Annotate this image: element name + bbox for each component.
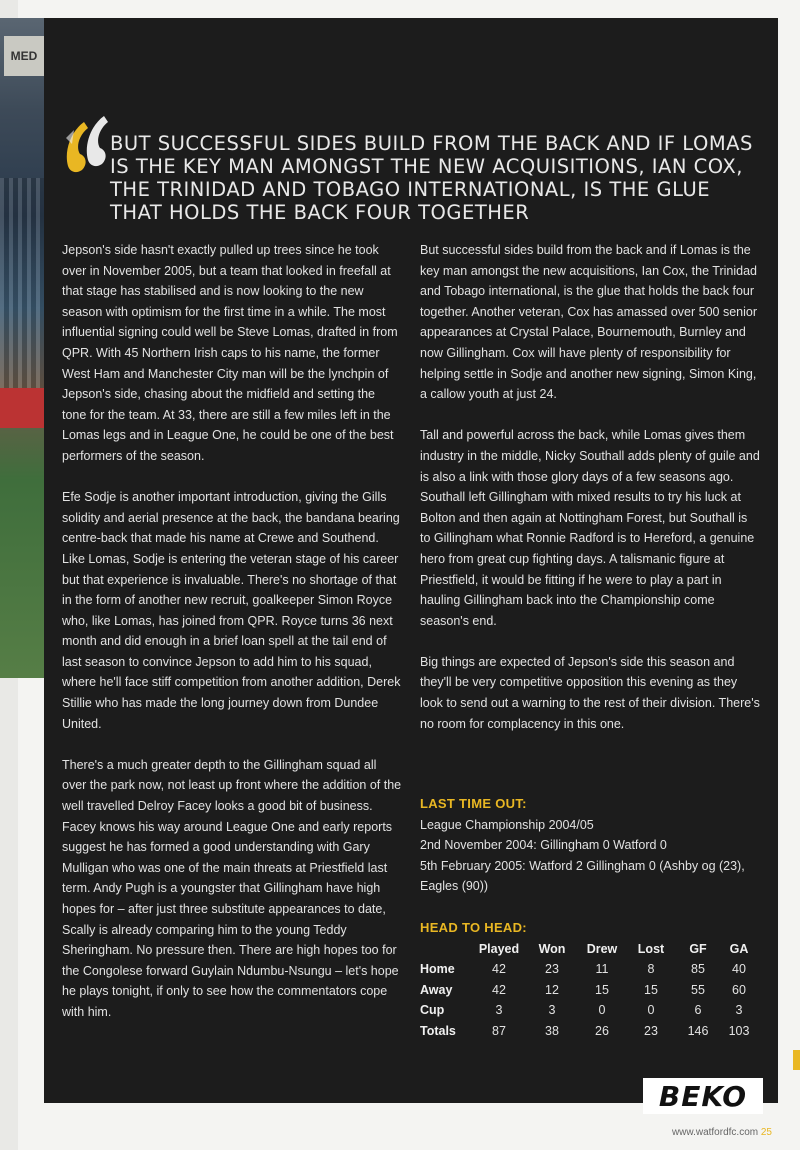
row-label: Totals bbox=[420, 1023, 456, 1038]
table-cell: 6 bbox=[694, 1003, 702, 1018]
article-right-column bbox=[420, 240, 760, 755]
table-cell: 0 bbox=[647, 1003, 655, 1018]
last-time-out-heading: LAST TIME OUT: bbox=[420, 796, 527, 811]
table-cell: 55 bbox=[691, 982, 705, 997]
table-cell: 26 bbox=[595, 1023, 609, 1038]
article-paragraph: But successful sides build from the back and if Lomas is the key man amongst the new acquisitions, Ian Cox, the Trinidad and Tobago international, is the glue that holds the back four together. Another veteran, Cox has amassed over 500 senior appearances at Crystal Palace, Bournemouth, Burnley and now Gillingham. Cox will have plenty of responsibility for helping settle in Sodje and another new signing, Simon King, a callow youth at just 24. bbox=[420, 243, 758, 402]
table-cell: 85 bbox=[691, 962, 705, 977]
stadium-sign: MED bbox=[4, 36, 44, 76]
table-header-cell: Lost bbox=[637, 941, 665, 956]
table-header-row bbox=[420, 938, 756, 959]
footer-url[interactable]: www.watfordfc.com bbox=[671, 1127, 759, 1138]
table-header-cell: Drew bbox=[586, 941, 618, 956]
open-quote-mark-icon bbox=[62, 108, 110, 184]
head-to-head-box bbox=[420, 918, 760, 1041]
table-cell: 12 bbox=[545, 982, 559, 997]
table-cell: 42 bbox=[492, 962, 506, 977]
table-cell: 42 bbox=[492, 982, 506, 997]
table-cell: 146 bbox=[687, 1023, 709, 1038]
yellow-page-tab bbox=[793, 1050, 800, 1070]
table-header-cell: GA bbox=[729, 941, 749, 956]
table-cell: 0 bbox=[598, 1003, 606, 1018]
table-row bbox=[420, 1021, 756, 1042]
table-header-cell: Played bbox=[478, 941, 520, 956]
row-label: Away bbox=[420, 982, 453, 997]
table-row bbox=[420, 980, 756, 1001]
table-cell: 3 bbox=[735, 1003, 743, 1018]
article-paragraph: Big things are expected of Jepson's side this season and they'll be very competitive opposition this evening as they look to send out a warning to the rest of their division. There's no room for complacency in this one. bbox=[420, 654, 760, 731]
table-header-cell: Won bbox=[538, 941, 566, 956]
article-left-column bbox=[62, 240, 402, 1043]
table-row bbox=[420, 959, 756, 980]
last-time-out-line: 2nd November 2004: Gillingham 0 Watford 0 bbox=[420, 838, 667, 853]
table-row bbox=[420, 1000, 756, 1021]
table-cell: 60 bbox=[732, 982, 746, 997]
last-time-out-line: 5th February 2005: Watford 2 Gillingham 0 (Ashby og (23), Eagles (90)) bbox=[420, 858, 745, 894]
article-paragraph: Efe Sodje is another important introduction, giving the Gills solidity and aerial presence at the back, the bandana bearing centre-back that made his name at Crewe and Southend. Like Lomas, Sodje is entering the veteran stage of his career but that experience is invaluable. There's no shortage of that in the form of another new recruit, goalkeeper Simon Royce who, like Lomas, has joined from QPR. Royce turns 36 next month and did enough in a brief loan spell at the tail end of last season to convince Jepson to add him to his squad, where he'll face stiff competition from another addition, Derek Stillie who has made the long journey down from Dundee United. bbox=[62, 490, 401, 731]
table-cell: 8 bbox=[647, 962, 655, 977]
table-cell: 38 bbox=[545, 1023, 559, 1038]
last-time-out-box bbox=[420, 794, 760, 897]
table-header-cell: GF bbox=[689, 941, 707, 956]
table-cell: 23 bbox=[545, 962, 559, 977]
table-cell: 87 bbox=[492, 1023, 506, 1038]
table-cell: 23 bbox=[644, 1023, 658, 1038]
article-paragraph: There's a much greater depth to the Gillingham squad all over the park now, not least up front where the addition of the well travelled Delroy Facey looks a good bit of business. Facey knows his way around League One and early reports suggest he has formed a good understanding with Gary Mulligan who was one of the main threats at Priestfield last term. Andy Pugh is a youngster that Gillingham have high hopes for – after just three substitute appearances to date, Scally is already comparing him to the young Teddy Sheringham. No pressure then. There are high hopes too for the Congolese forward Guylain Ndumbu-Nsungu – let's hope he plays tonight, if only to see how the commentators cope with him. bbox=[62, 757, 402, 1019]
last-time-out-line: League Championship 2004/05 bbox=[420, 817, 594, 832]
table-cell: 3 bbox=[548, 1003, 556, 1018]
article-paragraph: Tall and powerful across the back, while Lomas gives them industry in the middle, Nicky Southall adds plenty of guile and is also a link with those glory days of a few seasons ago. Southall left Gillingham with mixed results to try his luck at Bolton and then again at Nottingham Forest, but Southall is to Gillingham what Ronnie Radford is to Hereford, a genuine hero from great cup fighting days. A talismanic figure at Priestfield, it would be fitting if he were to play a part in hauling Gillingham back into the Championship come season's end. bbox=[420, 428, 760, 628]
head-to-head-heading: HEAD TO HEAD: bbox=[420, 920, 527, 935]
article-paragraph: Jepson's side hasn't exactly pulled up trees since he took over in November 2005, but a team that looked in freefall at that stage has stabilised and is now looking to the new season with optimism for the first time in a while. The most influential signing could well be Steve Lomas, drafted in from QPR. With 45 Northern Irish caps to his name, the former West Ham and Manchester City man will be the lynchpin of Jepson's side, chasing about the midfield and setting the tone for the team. At 33, there are still a few miles left in the Lomas legs and in League One, he could be one of the best performers of the season. bbox=[62, 243, 398, 463]
sponsor-logo-text: BEKO bbox=[658, 1079, 748, 1113]
page-footer bbox=[672, 1127, 772, 1138]
table-cell: 11 bbox=[595, 962, 609, 977]
table-cell: 40 bbox=[732, 962, 746, 977]
head-to-head-table bbox=[420, 938, 756, 1041]
table-cell: 3 bbox=[495, 1003, 503, 1018]
table-cell: 15 bbox=[644, 982, 658, 997]
page-number: 25 bbox=[760, 1127, 772, 1138]
row-label: Home bbox=[420, 962, 455, 977]
table-cell: 103 bbox=[728, 1023, 750, 1038]
sponsor-logo bbox=[643, 1078, 763, 1114]
table-cell: 15 bbox=[595, 982, 609, 997]
table-header-cell bbox=[420, 938, 470, 959]
row-label: Cup bbox=[420, 1003, 445, 1018]
pull-quote: BUT SUCCESSFUL SIDES BUILD FROM THE BACK AND IF LOMAS IS THE KEY MAN AMONGST THE NEW ACQUISITIONS, IAN COX, THE TRINIDAD AND TOBAGO INTERNATIONAL, IS THE GLUE THAT HOLDS THE BACK FOUR TOGETHER bbox=[110, 132, 753, 224]
